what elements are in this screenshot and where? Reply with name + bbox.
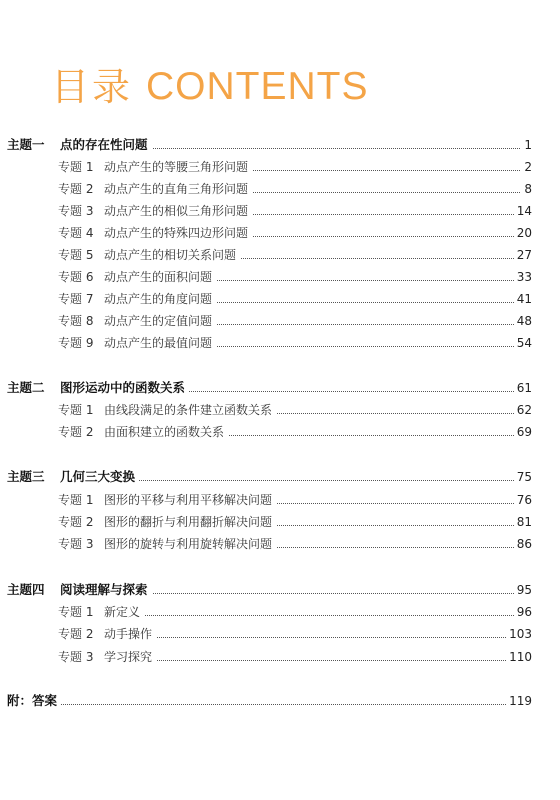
page-number: 1 bbox=[521, 135, 532, 155]
section-label: 主题三 bbox=[7, 469, 45, 484]
page-number: 54 bbox=[514, 333, 532, 353]
item-title: 新定义 bbox=[104, 602, 144, 622]
item-label: 专题 7 bbox=[58, 292, 94, 306]
leader-dots bbox=[7, 704, 526, 705]
toc-item[interactable] bbox=[0, 422, 560, 442]
toc-item[interactable] bbox=[0, 179, 560, 199]
item-title: 动点产生的等腰三角形问题 bbox=[104, 157, 252, 177]
toc-item[interactable] bbox=[0, 624, 560, 644]
page-number: 48 bbox=[514, 311, 532, 331]
page-number: 75 bbox=[514, 467, 532, 487]
item-title: 动点产生的最值问题 bbox=[104, 333, 216, 353]
item-label: 专题 8 bbox=[58, 314, 94, 328]
section-label: 主题一 bbox=[7, 137, 45, 152]
page-number: 81 bbox=[514, 512, 532, 532]
item-title: 学习探究 bbox=[104, 647, 156, 667]
item-title: 动手操作 bbox=[104, 624, 156, 644]
item-title: 动点产生的相切关系问题 bbox=[104, 245, 240, 265]
item-label: 专题 1 bbox=[58, 160, 94, 174]
page-number: 69 bbox=[514, 422, 532, 442]
toc-item[interactable] bbox=[0, 400, 560, 420]
item-label: 专题 5 bbox=[58, 248, 94, 262]
page-number: 103 bbox=[506, 624, 532, 644]
toc-item[interactable] bbox=[0, 602, 560, 622]
item-title: 动点产生的面积问题 bbox=[104, 267, 216, 287]
toc-item[interactable] bbox=[0, 223, 560, 243]
item-title: 动点产生的定值问题 bbox=[104, 311, 216, 331]
item-title: 由面积建立的函数关系 bbox=[104, 422, 228, 442]
toc-section-1[interactable] bbox=[0, 135, 560, 155]
item-title: 图形的翻折与利用翻折解决问题 bbox=[104, 512, 276, 532]
toc-item[interactable] bbox=[0, 490, 560, 510]
contents-title-chinese: 目录 bbox=[51, 65, 134, 109]
item-title: 图形的平移与利用平移解决问题 bbox=[104, 490, 276, 510]
page-number: 2 bbox=[521, 157, 532, 177]
page-number: 14 bbox=[514, 201, 532, 221]
leader-dots bbox=[104, 615, 526, 616]
item-label: 专题 9 bbox=[58, 336, 94, 350]
toc-item[interactable] bbox=[0, 647, 560, 667]
item-label: 专题 3 bbox=[58, 537, 94, 551]
item-label: 专题 3 bbox=[58, 650, 94, 664]
toc-section-3[interactable] bbox=[0, 467, 560, 487]
toc-item[interactable] bbox=[0, 289, 560, 309]
item-label: 专题 2 bbox=[58, 425, 94, 439]
item-label: 专题 1 bbox=[58, 493, 94, 507]
leader-dots bbox=[104, 637, 526, 638]
toc-item[interactable] bbox=[0, 333, 560, 353]
page-number: 20 bbox=[514, 223, 532, 243]
toc-item[interactable] bbox=[0, 245, 560, 265]
item-title: 动点产生的角度问题 bbox=[104, 289, 216, 309]
item-label: 专题 1 bbox=[58, 403, 94, 417]
toc-item[interactable] bbox=[0, 512, 560, 532]
item-label: 专题 1 bbox=[58, 605, 94, 619]
item-label: 专题 4 bbox=[58, 226, 94, 240]
page-number: 62 bbox=[514, 400, 532, 420]
leader-dots bbox=[104, 660, 526, 661]
page-number: 33 bbox=[514, 267, 532, 287]
page-number: 61 bbox=[514, 378, 532, 398]
toc-item[interactable] bbox=[0, 201, 560, 221]
toc-item[interactable] bbox=[0, 534, 560, 554]
page-number: 8 bbox=[521, 179, 532, 199]
item-label: 专题 2 bbox=[58, 627, 94, 641]
appendix-title: 附：答案 bbox=[7, 691, 61, 711]
item-title: 图形的旋转与利用旋转解决问题 bbox=[104, 534, 276, 554]
section-title: 图形运动中的函数关系 bbox=[60, 378, 189, 398]
item-title: 动点产生的特殊四边形问题 bbox=[104, 223, 252, 243]
section-label: 主题二 bbox=[7, 380, 45, 395]
page-number: 110 bbox=[506, 647, 532, 667]
page-number: 86 bbox=[514, 534, 532, 554]
section-title: 几何三大变换 bbox=[60, 467, 139, 487]
item-title: 由线段满足的条件建立函数关系 bbox=[104, 400, 276, 420]
section-label: 主题四 bbox=[7, 582, 45, 597]
page-number: 95 bbox=[514, 580, 532, 600]
page-number: 96 bbox=[514, 602, 532, 622]
page-number: 76 bbox=[514, 490, 532, 510]
toc-item[interactable] bbox=[0, 267, 560, 287]
page-number: 41 bbox=[514, 289, 532, 309]
page-number: 119 bbox=[506, 691, 532, 711]
item-title: 动点产生的直角三角形问题 bbox=[104, 179, 252, 199]
item-label: 专题 2 bbox=[58, 182, 94, 196]
section-title: 阅读理解与探索 bbox=[60, 580, 152, 600]
contents-title-english: CONTENTS bbox=[146, 65, 369, 108]
toc-appendix[interactable] bbox=[0, 691, 560, 711]
toc-item[interactable] bbox=[0, 311, 560, 331]
item-label: 专题 3 bbox=[58, 204, 94, 218]
toc-section-4[interactable] bbox=[0, 580, 560, 600]
toc-section-2[interactable] bbox=[0, 378, 560, 398]
item-label: 专题 6 bbox=[58, 270, 94, 284]
page-number: 27 bbox=[514, 245, 532, 265]
item-label: 专题 2 bbox=[58, 515, 94, 529]
section-title: 点的存在性问题 bbox=[60, 135, 152, 155]
toc-item[interactable] bbox=[0, 157, 560, 177]
item-title: 动点产生的相似三角形问题 bbox=[104, 201, 252, 221]
